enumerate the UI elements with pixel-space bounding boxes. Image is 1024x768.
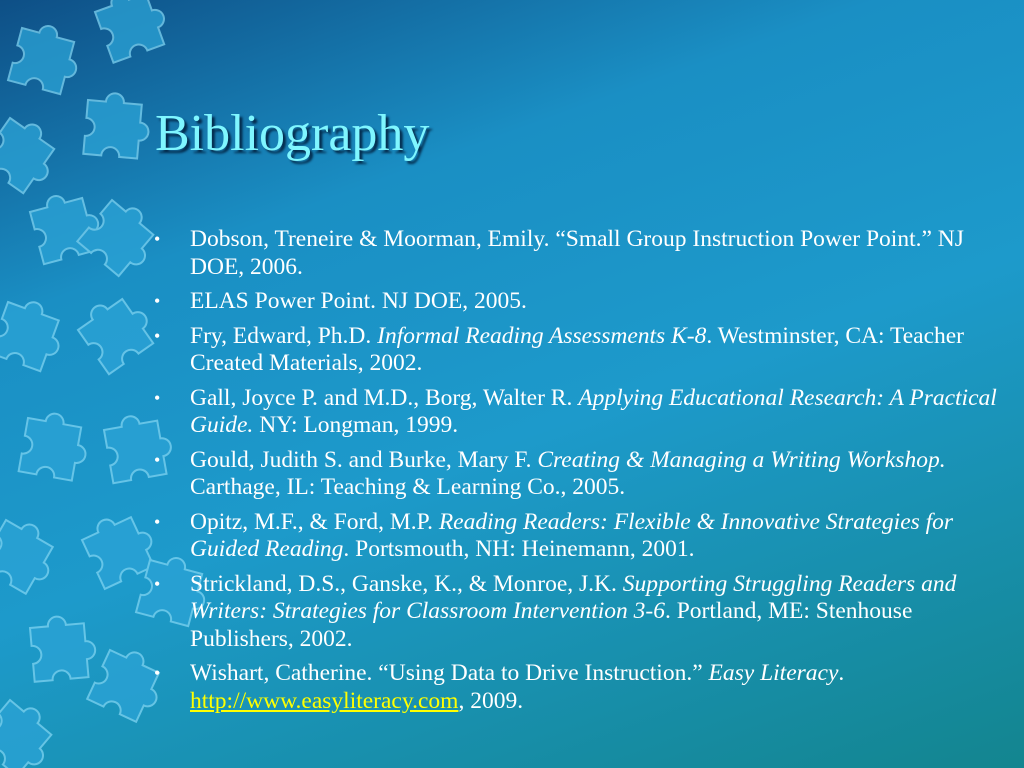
citation-title: Reading Readers: Flexible & Innovative Strategies for Guided Reading: [190, 508, 954, 562]
list-item: [152, 660, 1002, 715]
citation-publisher: Carthage, IL: Teaching & Learning Co., 2005.: [190, 474, 626, 500]
citation-title: Informal Reading Assessments K-8: [377, 322, 707, 349]
bullet-icon: •: [154, 387, 161, 408]
citation-authors: Gould, Judith S. and Burke, Mary F.: [190, 446, 538, 473]
citation-text: ELAS Power Point. NJ DOE, 2005.: [190, 288, 527, 314]
citation-year: , 2009.: [458, 687, 524, 714]
citation-title: Supporting Struggling Readers and Writers: Strategies for Classroom Intervention 3-6: [190, 570, 957, 624]
list-item: [152, 323, 1002, 378]
citation-text: Dobson, Treneire & Moorman, Emily. “Small Group Instruction Power Point.” NJ DOE, 2006.: [190, 226, 964, 280]
list-item: [152, 571, 1002, 654]
citation-publisher: NY: Longman, 1999.: [253, 412, 459, 438]
bullet-icon: •: [154, 511, 161, 532]
list-item: [152, 226, 1002, 281]
citation-link[interactable]: http://www.easyliteracy.com: [190, 687, 459, 714]
list-item: [152, 288, 1002, 316]
citation-authors: Gall, Joyce P. and M.D., Borg, Walter R.: [190, 384, 579, 411]
bullet-icon: •: [154, 325, 161, 346]
citation-publisher: . Portland, ME: Stenhouse Publishers, 2002.: [190, 598, 913, 652]
list-item: [152, 509, 1002, 564]
citation-title: Applying Educational Research: A Practical Guide.: [190, 384, 997, 438]
slide-title: Bibliography: [155, 105, 430, 162]
bullet-icon: •: [154, 229, 161, 249]
citation-publisher: . Westminster, CA: Teacher Created Materials, 2002.: [190, 322, 965, 376]
bullet-icon: •: [154, 449, 161, 470]
citation-authors: Fry, Edward, Ph.D.: [190, 322, 378, 349]
bullet-icon: •: [154, 663, 161, 683]
list-item: [152, 447, 1002, 502]
bullet-icon: •: [154, 291, 161, 311]
bibliography-list: [152, 226, 1002, 722]
bullet-icon: •: [154, 573, 161, 594]
list-item: [152, 385, 1002, 440]
citation-separator: .: [838, 660, 845, 686]
citation-authors: Wishart, Catherine. “Using Data to Drive Instruction.”: [190, 660, 709, 686]
citation-title: Creating & Managing a Writing Workshop.: [537, 446, 946, 473]
citation-publisher: . Portsmouth, NH: Heinemann, 2001.: [343, 536, 695, 562]
citation-authors: Strickland, D.S., Ganske, K., & Monroe, J.K.: [190, 570, 623, 597]
citation-authors: Opitz, M.F., & Ford, M.P.: [190, 508, 439, 535]
citation-title: Easy Literacy: [708, 660, 839, 686]
